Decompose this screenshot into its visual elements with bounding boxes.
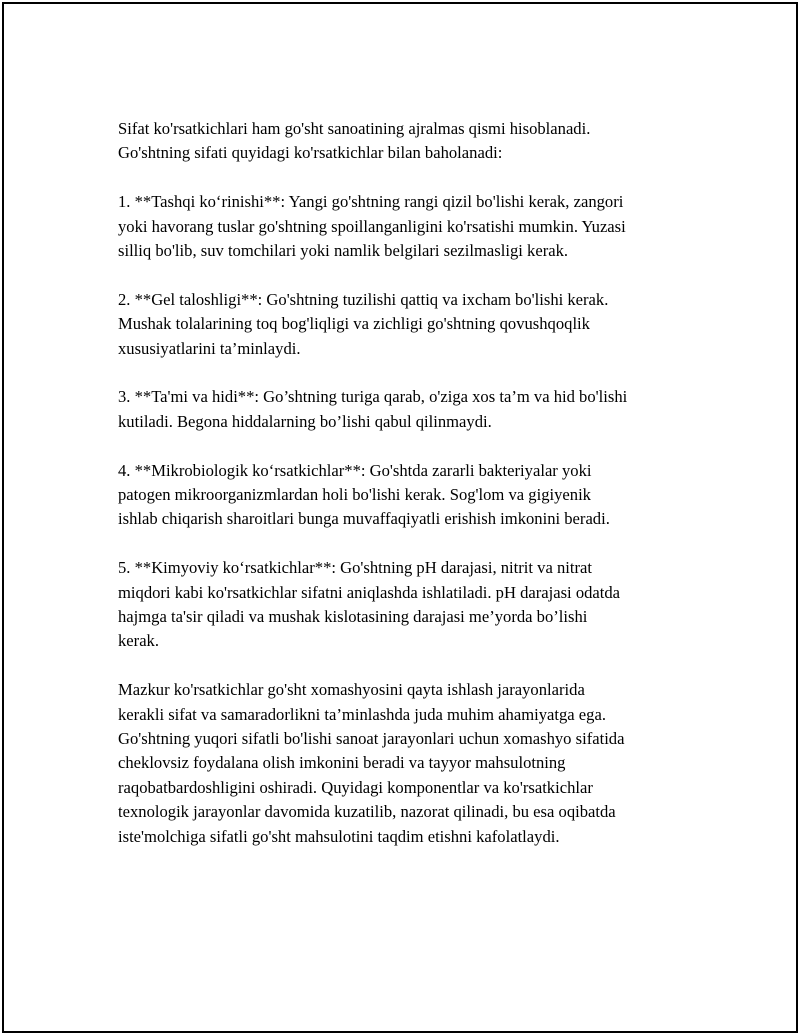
text-line: Go'shtning sifati quyidagi ko'rsatkichlar bilan baholanadi: xyxy=(118,143,503,163)
item-1-paragraph xyxy=(118,190,698,263)
text-line: kerakli sifat va samaradorlikni ta’minlashda juda muhim ahamiyatga ega. xyxy=(118,704,606,724)
item-3-paragraph xyxy=(118,385,698,434)
text-line: Mazkur ko'rsatkichlar go'sht xomashyosini qayta ishlash jarayonlarida xyxy=(118,680,585,700)
text-line: 3. **Ta'mi va hidi**: Go’shtning turiga qarab, o'ziga xos ta’m va hid bo'lishi xyxy=(118,387,628,407)
text-line: Mushak tolalarining toq bog'liqligi va zichligi go'shtning qovushqoqlik xyxy=(118,314,590,334)
text-line: 1. **Tashqi ko‘rinishi**: Yangi go'shtning rangi qizil bo'lishi kerak, zangori xyxy=(118,192,624,212)
text-line: miqdori kabi ko'rsatkichlar sifatni aniqlashda ishlatiladi. pH darajasi odatda xyxy=(118,582,621,602)
text-line: hajmga ta'sir qiladi va mushak kislotasining darajasi me’yorda bo’lishi xyxy=(118,607,588,627)
text-line: silliq bo'lib, suv tomchilari yoki namlik belgilari sezilmasligi kerak. xyxy=(118,241,569,261)
text-line: iste'molchiga sifatli go'sht mahsulotini taqdim etishni kafolatlaydi. xyxy=(118,826,560,846)
item-5-paragraph xyxy=(118,556,698,654)
item-4-paragraph xyxy=(118,459,698,532)
text-line: 2. **Gel taloshligi**: Go'shtning tuzilishi qattiq va ixcham bo'lishi kerak. xyxy=(118,289,609,309)
text-line: 5. **Kimyoviy ko‘rsatkichlar**: Go'shtning pH darajasi, nitrit va nitrat xyxy=(118,558,592,578)
conclusion-paragraph xyxy=(118,678,698,849)
text-line: patogen mikroorganizmlardan holi bo'lishi kerak. Sog'lom va gigiyenik xyxy=(118,485,591,505)
item-2-paragraph xyxy=(118,288,698,361)
text-line: Go'shtning yuqori sifatli bo'lishi sanoat jarayonlari uchun xomashyo sifatida xyxy=(118,729,625,749)
text-line: raqobatbardoshligini oshiradi. Quyidagi komponentlar va ko'rsatkichlar xyxy=(118,777,593,797)
text-line: 4. **Mikrobiologik ko‘rsatkichlar**: Go'shtda zararli bakteriyalar yoki xyxy=(118,460,592,480)
text-line: texnologik jarayonlar davomida kuzatilib, nazorat qilinadi, bu esa oqibatda xyxy=(118,802,616,822)
text-line: Sifat ko'rsatkichlari ham go'sht sanoatining ajralmas qismi hisoblanadi. xyxy=(118,119,591,138)
text-line: ishlab chiqarish sharoitlari bunga muvaffaqiyatli erishish imkonini beradi. xyxy=(118,509,610,529)
text-line: kutiladi. Begona hiddalarning bo’lishi qabul qilinmaydi. xyxy=(118,411,492,431)
intro-paragraph xyxy=(118,117,698,166)
text-line: xususiyatlarini ta’minlaydi. xyxy=(118,338,301,358)
text-line: kerak. xyxy=(118,631,159,651)
text-line: yoki havorang tuslar go'shtning spoillanganligini ko'rsatishi mumkin. Yuzasi xyxy=(118,216,626,236)
document-body xyxy=(118,117,698,873)
text-line: cheklovsiz foydalana olish imkonini beradi va tayyor mahsulotning xyxy=(118,753,566,773)
